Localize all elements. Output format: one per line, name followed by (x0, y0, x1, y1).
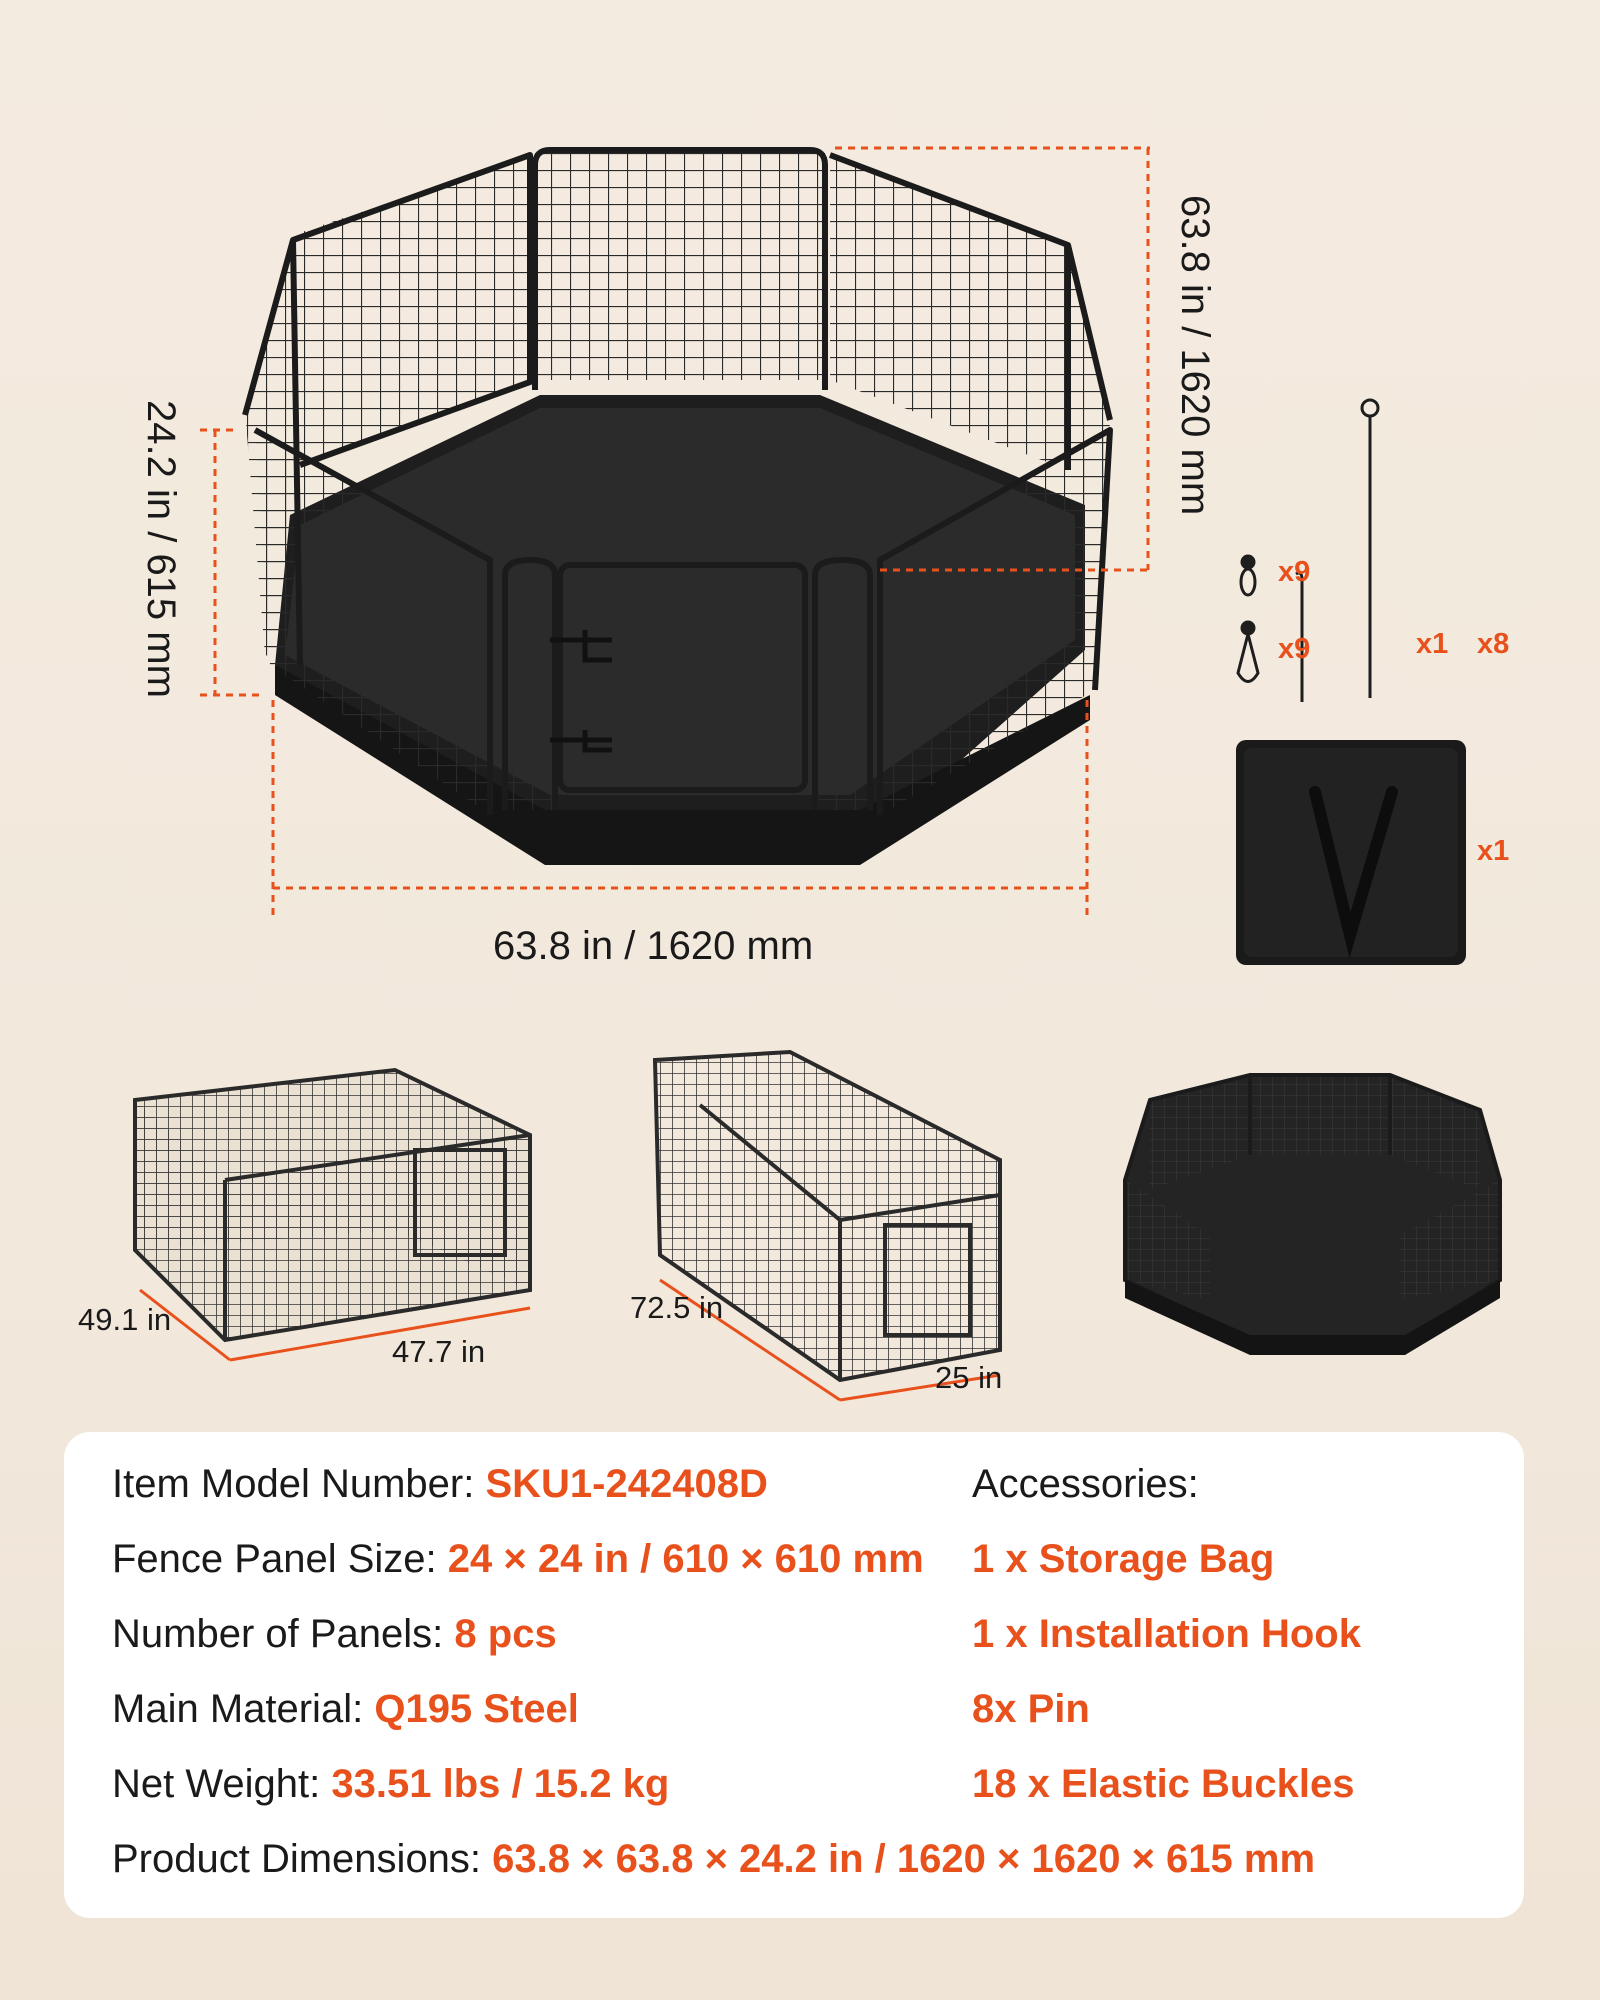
spec-panel-count-label: Number of Panels: (112, 1612, 444, 1656)
spec-weight-value: 33.51 lbs / 15.2 kg (331, 1762, 670, 1806)
configuration-thumbnails (0, 1040, 1600, 1420)
square-width-label: 49.1 in (78, 1302, 172, 1337)
spec-material-label: Main Material: (112, 1687, 364, 1731)
accessories-illustration (1200, 390, 1540, 990)
elastic-buckle-large-icon (1238, 622, 1258, 682)
spec-panel-size-label: Fence Panel Size: (112, 1537, 437, 1581)
spec-panel-size (112, 1537, 924, 1582)
rectangle-width-label: 25 in (935, 1360, 1003, 1395)
spec-weight (112, 1762, 669, 1807)
octagon-configuration-icon (1125, 1075, 1500, 1355)
buckle-small-count: x9 (1278, 556, 1311, 588)
spec-model (112, 1462, 768, 1507)
accessory-item: 1 x Storage Bag (972, 1537, 1275, 1581)
main-width-label: 63.8 in / 1620 mm (493, 924, 814, 968)
elastic-buckle-small-icon (1241, 556, 1255, 595)
rectangle-configuration-icon (655, 1052, 1003, 1400)
spec-panel-size-value: 24 × 24 in / 610 × 610 mm (447, 1537, 924, 1581)
main-depth-label: 63.8 in / 1620 mm (1173, 195, 1217, 516)
specifications-card (64, 1432, 1524, 1918)
spec-dimensions-label: Product Dimensions: (112, 1837, 482, 1881)
spec-weight-label: Net Weight: (112, 1762, 321, 1806)
spec-model-label: Item Model Number: (112, 1462, 475, 1506)
accessories-title: Accessories: (972, 1462, 1199, 1506)
hook-count: x1 (1416, 628, 1449, 660)
spec-panel-count (112, 1612, 557, 1657)
main-height-label: 24.2 in / 615 mm (139, 400, 183, 698)
accessory-item: 8x Pin (972, 1687, 1090, 1731)
pin-icon (1362, 400, 1378, 698)
accessory-item: 18 x Elastic Buckles (972, 1762, 1355, 1806)
rectangle-length-label: 72.5 in (630, 1290, 724, 1325)
bag-count: x1 (1477, 835, 1510, 867)
buckle-large-count: x9 (1278, 633, 1311, 665)
spec-material (112, 1687, 579, 1732)
pin-count: x8 (1477, 628, 1510, 660)
square-configuration-icon (135, 1070, 530, 1360)
square-length-label: 47.7 in (392, 1334, 486, 1369)
accessory-item: 1 x Installation Hook (972, 1612, 1361, 1656)
spec-panel-count-value: 8 pcs (454, 1612, 557, 1656)
spec-dimensions (112, 1837, 1315, 1882)
storage-bag-icon (1236, 740, 1466, 965)
spec-dimensions-value: 63.8 × 63.8 × 24.2 in / 1620 × 1620 × 615 mm (492, 1837, 1316, 1881)
spec-material-value: Q195 Steel (374, 1687, 579, 1731)
spec-model-value: SKU1-242408D (485, 1462, 768, 1506)
